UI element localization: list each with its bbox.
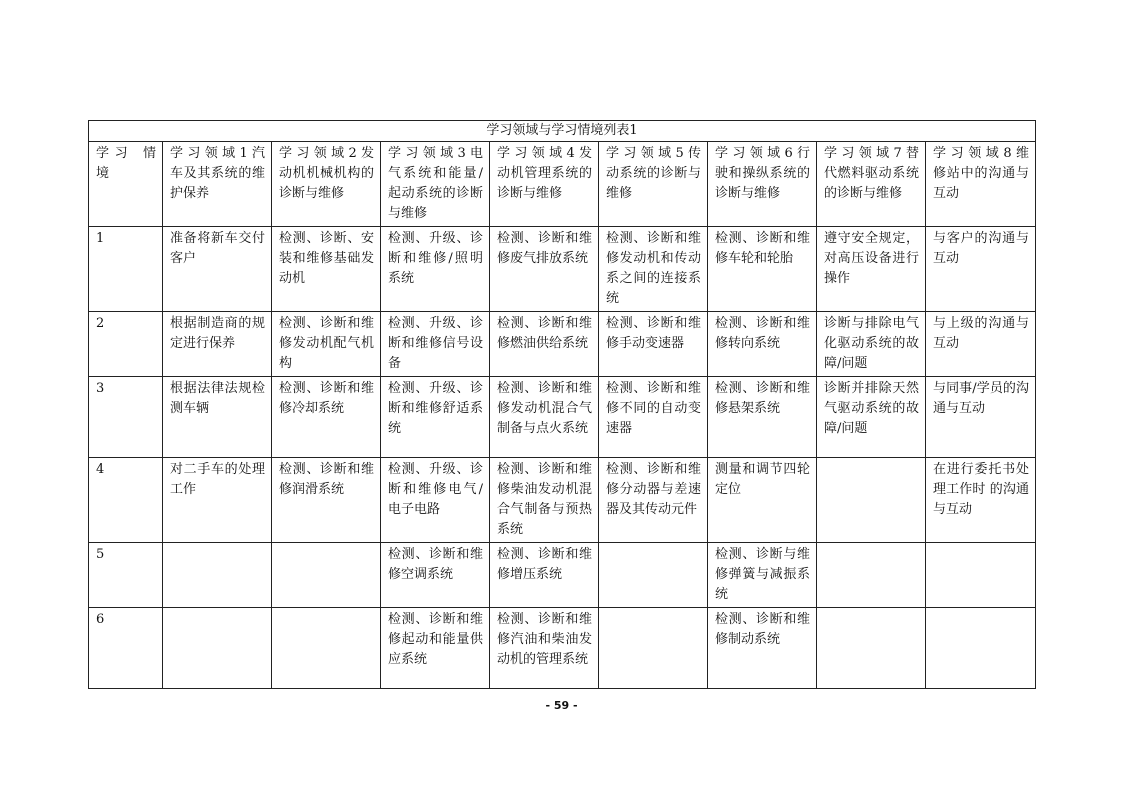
table-cell: 检测、诊断和维修发动机和传动系之间的连接系统 [599,227,708,312]
table-cell: 检测、升级、诊断和维修舒适系统 [381,377,490,458]
table-cell: 检测、诊断和维修悬架系统 [708,377,817,458]
header-cell: 学 习 领 域 5 传动系统的诊断与维修 [599,142,708,227]
table-cell: 检测、诊断和维修冷却系统 [272,377,381,458]
table-header-row [89,142,1036,227]
table-cell: 1 [89,227,163,312]
table-cell: 诊断并排除天然气驱动系统的故障/问题 [817,377,926,458]
table-cell: 根据制造商的规定进行保养 [163,312,272,377]
header-cell: 学 习 领 域 2 发动机机械机构的诊断与维修 [272,142,381,227]
table-cell [817,458,926,543]
table-cell: 检测、升级、诊断和维修信号设备 [381,312,490,377]
table-cell: 2 [89,312,163,377]
header-cell: 学 习 领 域 8 维修站中的沟通与互动 [926,142,1036,227]
table-cell [926,608,1036,689]
learning-fields-table [88,120,1036,689]
table-row [89,608,1036,689]
table-cell: 检测、诊断和维修增压系统 [490,543,599,608]
table-cell: 检测、诊断、安装和维修基础发动机 [272,227,381,312]
table-row [89,377,1036,458]
table-cell: 检测、诊断和维修汽油和柴油发动机的管理系统 [490,608,599,689]
table-cell: 检测、诊断和维修车轮和轮胎 [708,227,817,312]
table-cell: 检测、升级、诊断和维修/照明系统 [381,227,490,312]
table-cell: 检测、诊断和维修燃油供给系统 [490,312,599,377]
table-cell: 遵守安全规定，对高压设备进行操作 [817,227,926,312]
table-cell [926,543,1036,608]
header-cell: 学 习 领 域 6 行驶和操纵系统的诊断与维修 [708,142,817,227]
table-cell: 对二手车的处理工作 [163,458,272,543]
table-cell: 检测、诊断和维修制动系统 [708,608,817,689]
table-cell [163,608,272,689]
header-cell: 学习 情 境 [89,142,163,227]
table-row [89,543,1036,608]
table-cell: 检测、诊断和维修润滑系统 [272,458,381,543]
page-number: - 59 - [545,699,578,712]
table-cell [163,543,272,608]
table-caption: 学习领域与学习情境列表1 [89,121,1036,142]
table-cell: 检测、诊断和维修柴油发动机混合气制备与预热系统 [490,458,599,543]
table-row [89,227,1036,312]
table-cell: 根据法律法规检测车辆 [163,377,272,458]
table-cell: 与客户的沟通与互动 [926,227,1036,312]
table-cell: 检测、诊断和维修废气排放系统 [490,227,599,312]
table-cell: 检测、诊断和维修发动机配气机构 [272,312,381,377]
table-cell [817,608,926,689]
table-cell [272,608,381,689]
table-cell: 检测、诊断和维修不同的自动变速器 [599,377,708,458]
table-cell: 与同事/学员的沟通与互动 [926,377,1036,458]
table-cell [817,543,926,608]
table-cell: 与上级的沟通与互动 [926,312,1036,377]
table-cell: 准备将新车交付客户 [163,227,272,312]
table-cell: 5 [89,543,163,608]
table-cell [599,543,708,608]
header-cell: 学 习 领 域 7 替代燃料驱动系统的诊断与维修 [817,142,926,227]
table-cell: 4 [89,458,163,543]
table-cell: 检测、诊断和维修转向系统 [708,312,817,377]
table-cell: 检测、诊断和维修分动器与差速器及其传动元件 [599,458,708,543]
table-cell: 检测、诊断和维修发动机混合气制备与点火系统 [490,377,599,458]
table-row [89,458,1036,543]
table-cell: 检测、诊断和维修起动和能量供应系统 [381,608,490,689]
table-cell: 6 [89,608,163,689]
table-cell [272,543,381,608]
table-cell: 检测、诊断和维修手动变速器 [599,312,708,377]
table-cell: 3 [89,377,163,458]
header-cell: 学 习 领 域 4 发动机管理系统的诊断与维修 [490,142,599,227]
table-cell: 诊断与排除电气化驱动系统的故障/问题 [817,312,926,377]
table-cell: 检测、诊断与维修弹簧与减振系统 [708,543,817,608]
table-row [89,312,1036,377]
table-cell [599,608,708,689]
table-cell: 在进行委托书处理工作时 的沟通与互动 [926,458,1036,543]
header-cell: 学 习 领 域 1 汽车及其系统的维护保养 [163,142,272,227]
header-cell: 学 习 领 域 3 电气系统和能量/起动系统的诊断与维修 [381,142,490,227]
table-cell: 检测、升级、诊断和维修电气/电子电路 [381,458,490,543]
table-cell: 测量和调节四轮定位 [708,458,817,543]
table-cell: 检测、诊断和维修空调系统 [381,543,490,608]
